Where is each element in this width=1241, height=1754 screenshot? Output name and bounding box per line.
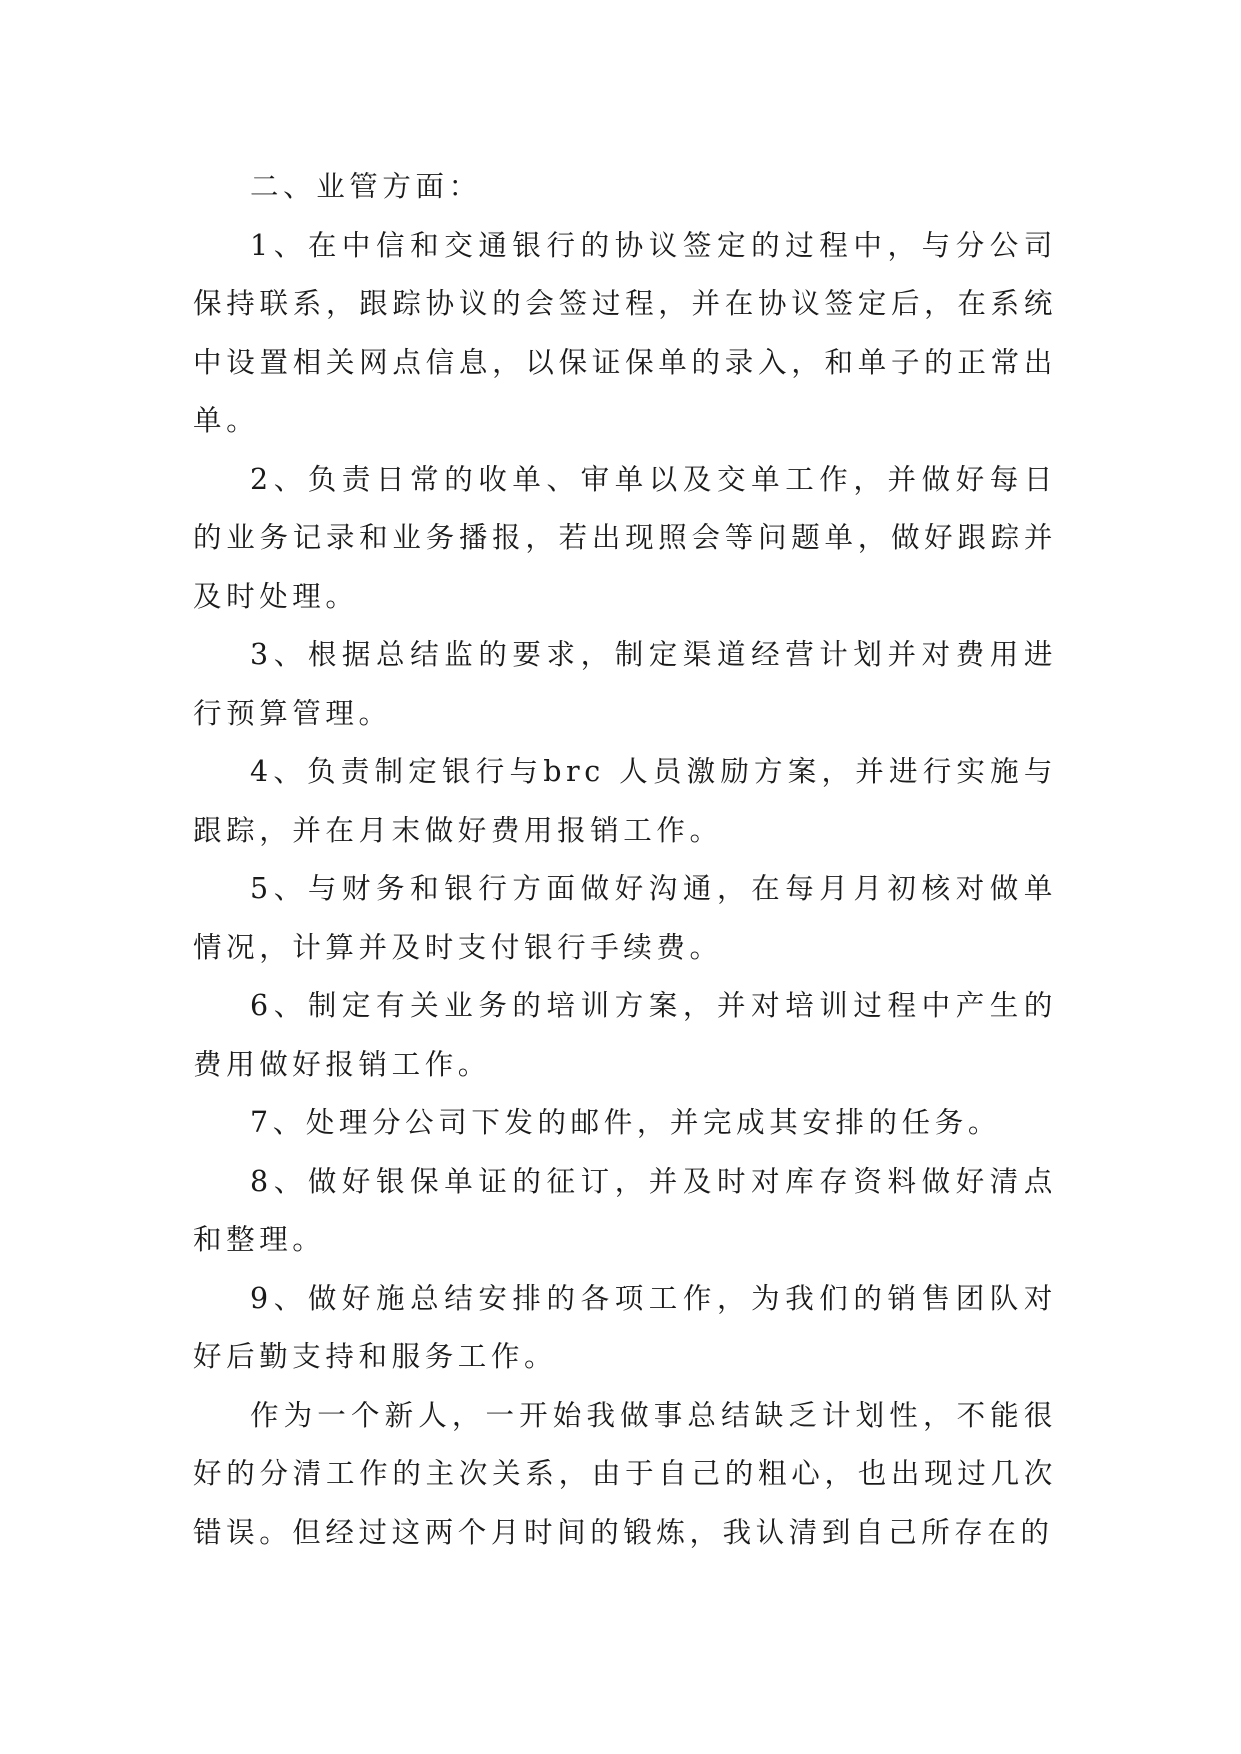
section-heading: 二、业管方面： <box>250 170 482 203</box>
paragraph-4: 4、负责制定银行与brc 人员激励方案，并进行实施与跟踪，并在月末做好费用报销工作。 <box>193 755 1057 847</box>
paragraph-3: 3、根据总结监的要求，制定渠道经营计划并对费用进行预算管理。 <box>193 638 1057 730</box>
paragraph-10: 作为一个新人，一开始我做事总结缺乏计划性，不能很好的分清工作的主次关系，由于自己的粗心，也出现过几次错误。但经过这两个月时间的锻炼，我认清到自己所存在的 <box>193 1398 1057 1549</box>
paragraph-9: 9、做好施总结安排的各项工作，为我们的销售团队对好后勤支持和服务工作。 <box>193 1281 1057 1373</box>
document-body <box>193 158 1057 1562</box>
paragraph-6: 6、制定有关业务的培训方案，并对培训过程中产生的费用做好报销工作。 <box>193 989 1057 1081</box>
paragraph-1: 1、在中信和交通银行的协议签定的过程中，与分公司保持联系，跟踪协议的会签过程，并在协议签定后，在系统中设置相关网点信息，以保证保单的录入，和单子的正常出单。 <box>193 228 1057 437</box>
paragraph-5: 5、与财务和银行方面做好沟通，在每月月初核对做单情况，计算并及时支付银行手续费。 <box>193 872 1057 964</box>
paragraph-7: 7、处理分公司下发的邮件，并完成其安排的任务。 <box>250 1106 1001 1139</box>
paragraph-2: 2、负责日常的收单、审单以及交单工作，并做好每日的业务记录和业务播报，若出现照会等问题单，做好跟踪并及时处理。 <box>193 462 1057 613</box>
paragraph-8: 8、做好银保单证的征订，并及时对库存资料做好清点和整理。 <box>193 1164 1057 1256</box>
